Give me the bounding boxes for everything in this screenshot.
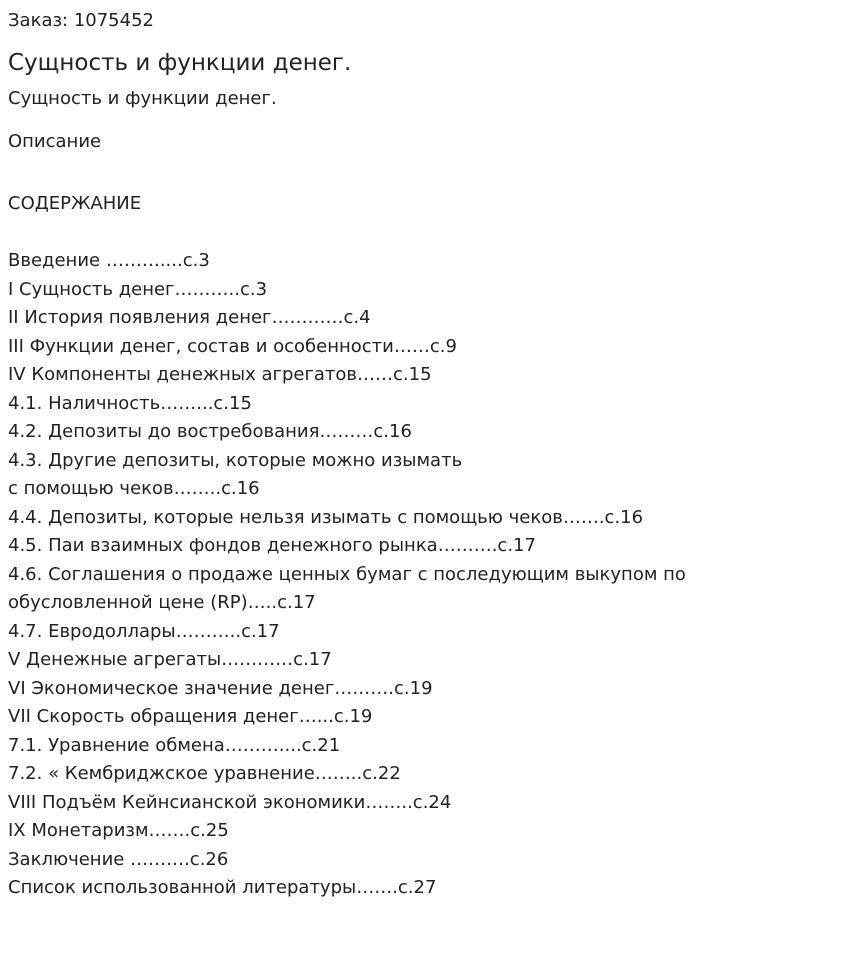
toc-item: 4.3. Другие депозиты, которые можно изымать: [8, 449, 463, 471]
toc-item: 4.6. Соглашения о продаже ценных бумаг с последующим выкупом по: [8, 563, 686, 585]
page-subtitle: Сущность и функции денег.: [8, 88, 277, 109]
order-number: Заказ: 1075452: [8, 10, 154, 31]
toc-item: обусловленной цене (RP)…..с.17: [8, 592, 316, 613]
toc-item: 4.5. Паи взаимных фондов денежного рынка……….с.17: [8, 535, 536, 556]
toc-item: 4.1. Наличность……...с.15: [8, 392, 252, 414]
description-label: Описание: [8, 131, 102, 152]
toc-item: Заключение ……….с.26: [8, 848, 229, 870]
toc-item: I Сущность денег………..с.3: [8, 278, 268, 300]
toc-item: II История появления денег…………с.4: [8, 307, 371, 328]
toc-item: 4.2. Депозиты до востребования………с.16: [8, 421, 412, 442]
toc-item: IV Компоненты денежных агрегатов……с.15: [8, 364, 432, 385]
toc-item: IX Монетаризм…….с.25: [8, 820, 229, 841]
page-title: Сущность и функции денег.: [8, 50, 352, 76]
toc-item: VII Скорость обращения денег…...с.19: [8, 706, 373, 727]
toc-item: Введение ………....с.3: [8, 250, 210, 271]
toc-heading: СОДЕРЖАНИЕ: [8, 193, 142, 214]
toc-item: VIII Подъём Кейнсианской экономики……..с.24: [8, 791, 452, 813]
toc-item: III Функции денег, состав и особенности……с.9: [8, 335, 457, 357]
toc-item: 7.2. « Кембриджское уравнение……..с.22: [8, 763, 401, 784]
toc-item: VI Экономическое значение денег……….с.19: [8, 677, 433, 699]
toc-item: 7.1. Уравнение обмена………....с.21: [8, 734, 341, 756]
toc-item: 4.4. Депозиты, которые нельзя изымать с помощью чеков…….с.16: [8, 506, 644, 528]
toc-item: 4.7. Евродоллары………..с.17: [8, 620, 280, 642]
table-of-contents: [8, 247, 686, 903]
toc-item: Список использованной литературы…….с.27: [8, 877, 437, 898]
toc-item: с помощью чеков……..с.16: [8, 478, 260, 499]
toc-item: V Денежные агрегаты…………с.17: [8, 649, 332, 670]
